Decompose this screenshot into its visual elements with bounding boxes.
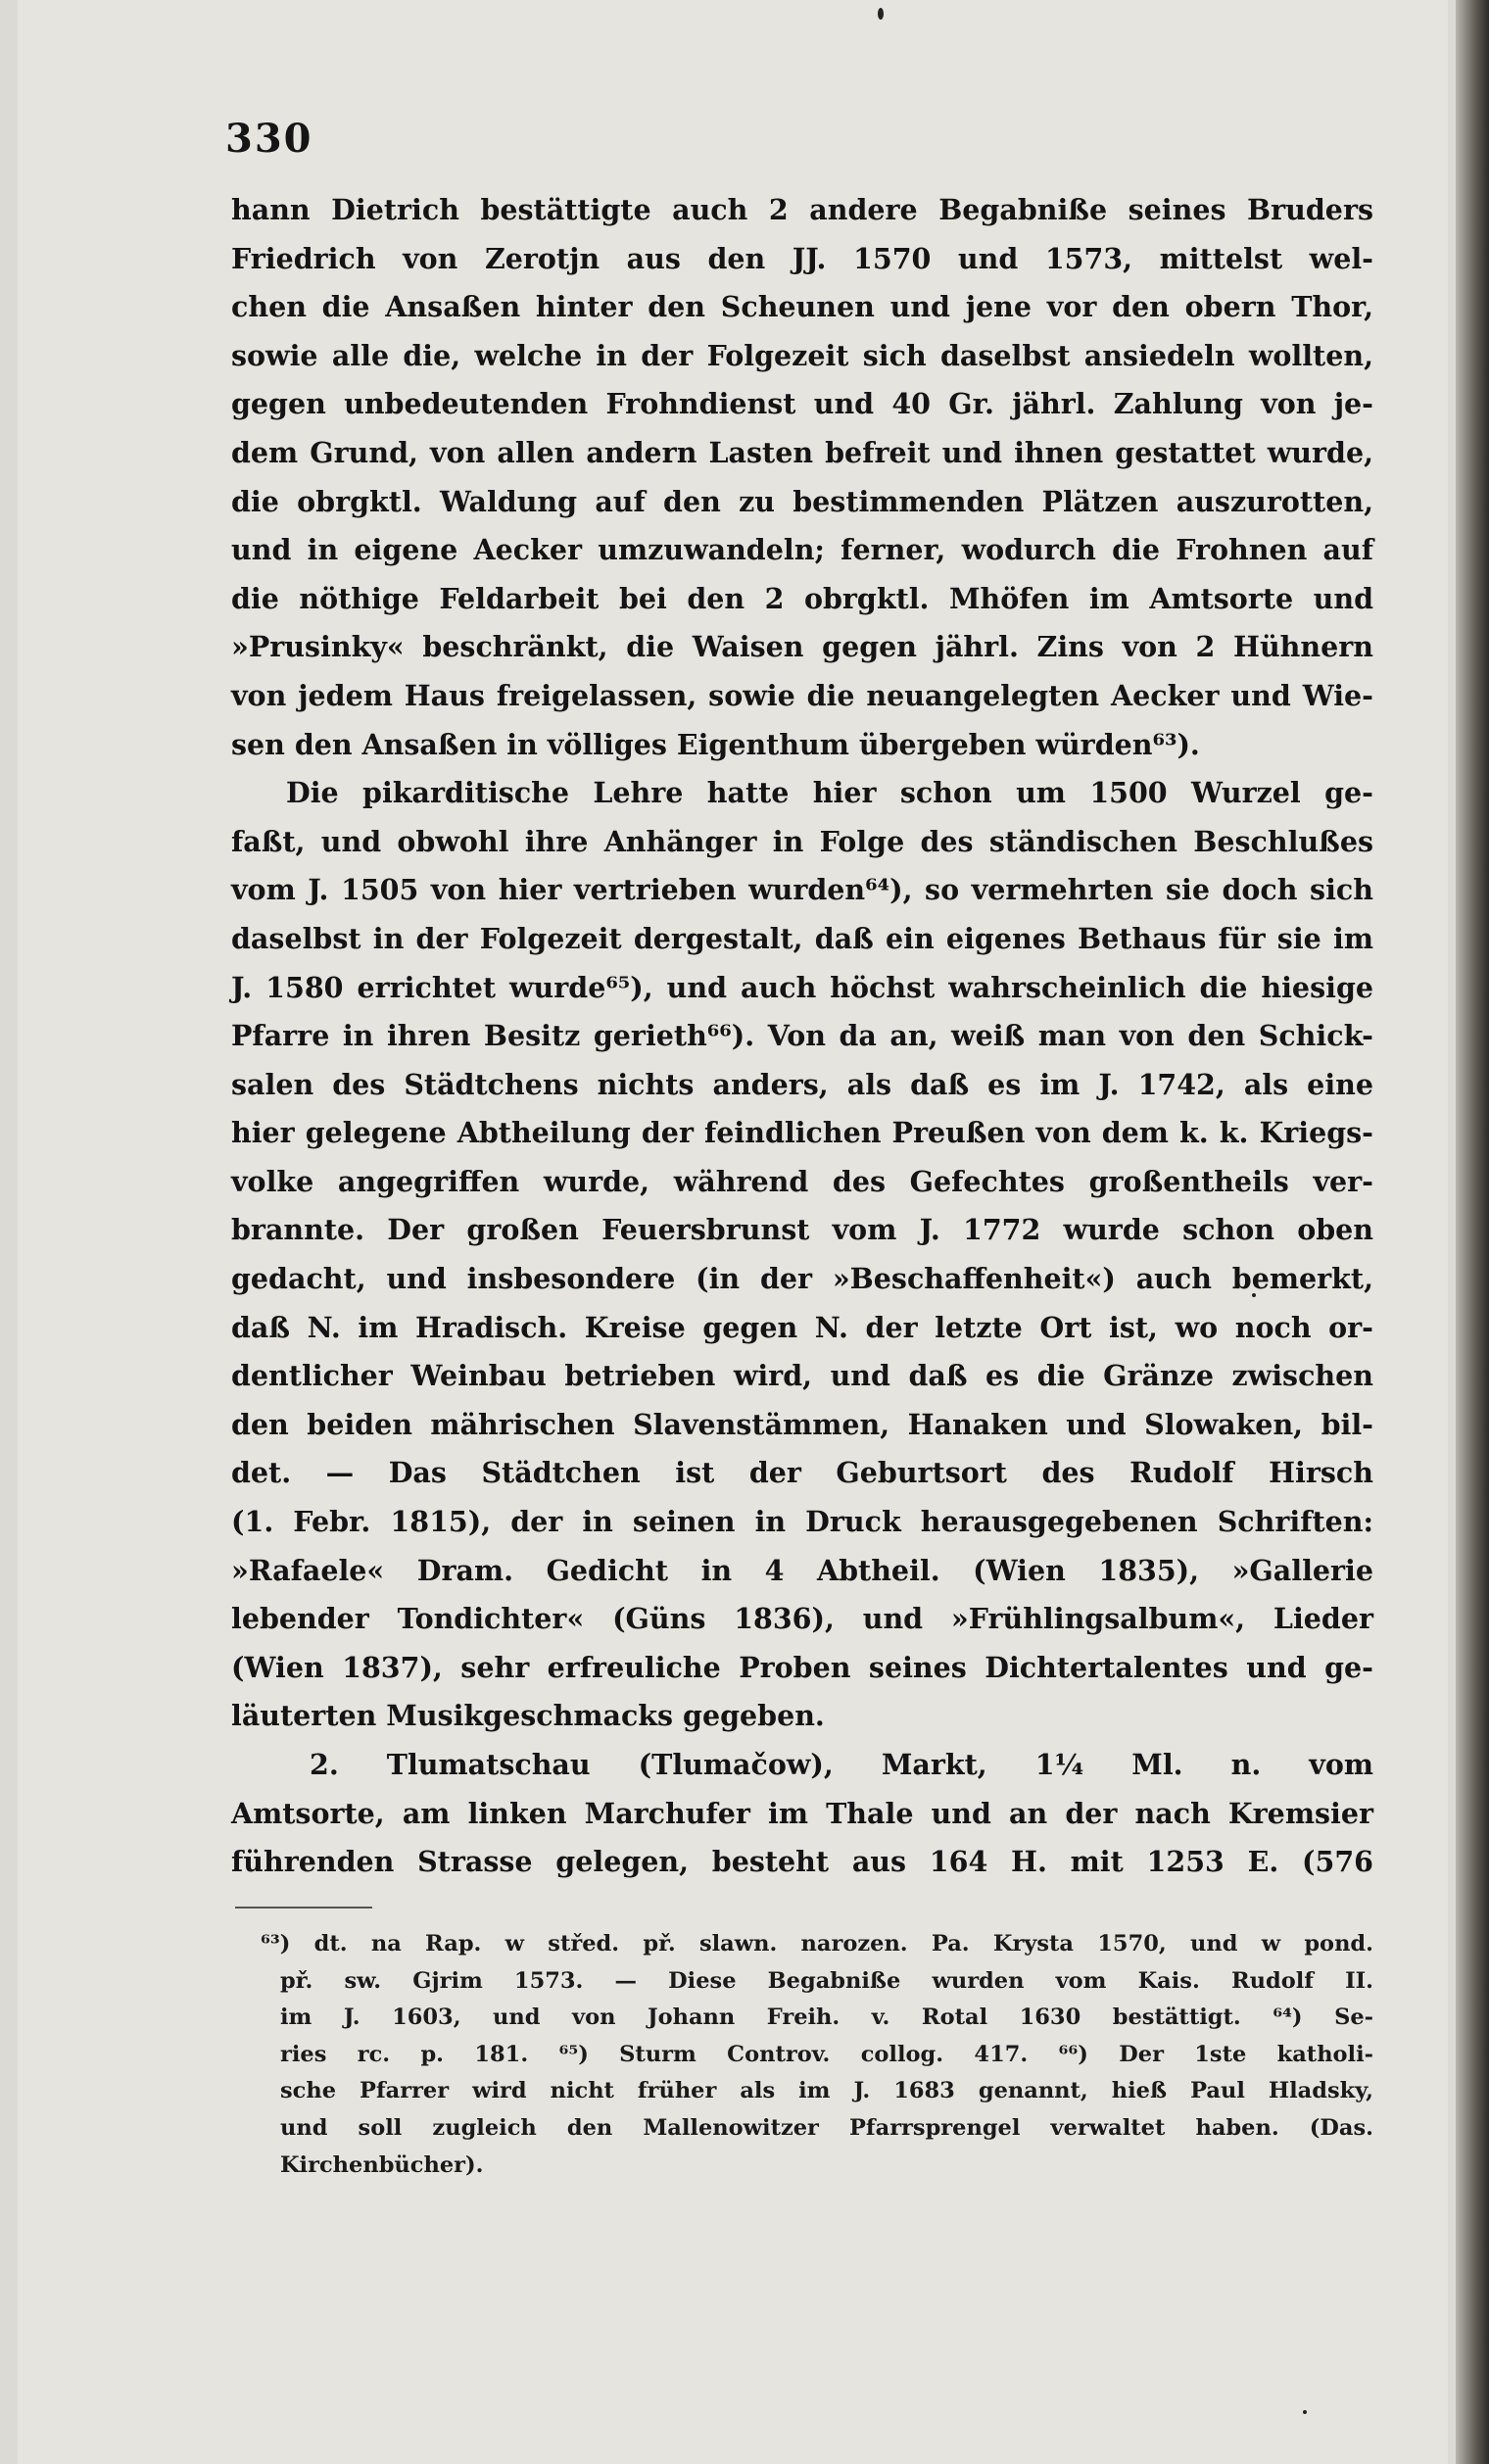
text-line-section-heading: 2. Tlumatschau (Tlumačow), Markt, 1¼ Ml. n. vom: [310, 1748, 1373, 1781]
text-line: chen die Ansaßen hinter den Scheunen und jene vor den obern Thor,: [231, 290, 1373, 324]
text-line: hann Dietrich bestättigte auch 2 andere Begabniße seines Bruders: [231, 193, 1373, 226]
text-line: die obrgktl. Waldung auf den zu bestimmenden Plätzen auszurotten,: [231, 484, 1373, 518]
text-line-paragraph-start: Die pikarditische Lehre hatte hier schon um 1500 Wurzel ge-: [286, 776, 1373, 810]
text-line: (1. Febr. 1815), der in seinen in Druck herausgegebenen Schriften:: [231, 1505, 1373, 1539]
footnote-line: und soll zugleich den Mallenowitzer Pfarrsprengel verwaltet haben. (Das.: [280, 2114, 1373, 2141]
text-line: und in eigene Aecker umzuwandeln; ferner, wodurch die Frohnen auf: [231, 533, 1373, 567]
text-line: sen den Ansaßen in völliges Eigenthum übergeben würden⁶³).: [231, 727, 1200, 761]
text-line: volke angegriffen wurde, während des Gefechtes großentheils ver-: [231, 1164, 1373, 1198]
text-line: den beiden mährischen Slavenstämmen, Hanaken und Slowaken, bil-: [231, 1407, 1373, 1441]
text-line: salen des Städtchens nichts anders, als daß es im J. 1742, als eine: [231, 1067, 1373, 1101]
footnote-separator: [235, 1907, 372, 1908]
text-line: hier gelegene Abtheilung der feindlichen Preußen von dem k. k. Kriegs-: [231, 1116, 1373, 1150]
text-line: dem Grund, von allen andern Lasten befreit und ihnen gestattet wurde,: [231, 435, 1373, 469]
main-text: [231, 186, 1373, 1887]
page-edge-shadow: [1456, 0, 1489, 2464]
text-line: daß N. im Hradisch. Kreise gegen N. der letzte Ort ist, wo noch or-: [231, 1310, 1373, 1344]
text-line: det. — Das Städtchen ist der Geburtsort des Rudolf Hirsch: [231, 1456, 1373, 1490]
text-line: läuterten Musikgeschmacks gegeben.: [231, 1699, 825, 1733]
footnote-line: ⁶³) dt. na Rap. w střed. př. slawn. narozen. Pa. Krysta 1570, und w pond.: [261, 1931, 1373, 1957]
footnote-line: př. sw. Gjrim 1573. — Diese Begabniße wurden vom Kais. Rudolf II.: [280, 1967, 1373, 1994]
text-line: daselbst in der Folgezeit dergestalt, daß ein eigenes Bethaus für sie im: [231, 921, 1373, 955]
text-line: vom J. 1505 von hier vertrieben wurden⁶⁴), so vermehrten sie doch sich: [231, 873, 1373, 907]
footnote-line: ries rc. p. 181. ⁶⁵) Sturm Controv. collog. 417. ⁶⁶) Der 1ste katholi-: [280, 2041, 1373, 2067]
text-line: faßt, und obwohl ihre Anhänger in Folge des ständischen Beschlußes: [231, 824, 1373, 858]
text-line: gedacht, und insbesondere (in der »Beschaffenheit«) auch bemerkt,: [231, 1262, 1373, 1296]
text-line: Amtsorte, am linken Marchufer im Thale und an der nach Kremsier: [231, 1796, 1373, 1830]
footnotes: [261, 1926, 1373, 2184]
text-line: »Rafaele« Dram. Gedicht in 4 Abtheil. (Wien 1835), »Gallerie: [231, 1553, 1373, 1587]
text-line: Pfarre in ihren Besitz gerieth⁶⁶). Von da an, weiß man von den Schick-: [231, 1019, 1373, 1053]
text-line: sowie alle die, welche in der Folgezeit sich daselbst ansiedeln wollten,: [231, 338, 1373, 372]
text-line: dentlicher Weinbau betrieben wird, und daß es die Gränze zwischen: [231, 1359, 1373, 1393]
text-line: führenden Strasse gelegen, besteht aus 164 H. mit 1253 E. (576: [231, 1845, 1373, 1879]
text-line: Friedrich von Zerotjn aus den JJ. 1570 und 1573, mittelst wel-: [231, 241, 1373, 275]
text-line: gegen unbedeutenden Frohndienst und 40 Gr. jährl. Zahlung von je-: [231, 387, 1373, 421]
ink-speck: [1303, 2410, 1307, 2414]
text-line: die nöthige Feldarbeit bei den 2 obrgktl. Mhöfen im Amtsorte und: [231, 581, 1373, 615]
footnote-line: sche Pfarrer wird nicht früher als im J. 1683 genannt, hieß Paul Hladsky,: [280, 2078, 1373, 2104]
text-line: »Prusinky« beschränkt, die Waisen gegen jährl. Zins von 2 Hühnern: [231, 630, 1373, 664]
footnote-line: Kirchenbücher).: [280, 2151, 484, 2178]
text-line: von jedem Haus freigelassen, sowie die neuangelegten Aecker und Wie-: [231, 678, 1373, 712]
text-line: J. 1580 errichtet wurde⁶⁵), und auch höchst wahrscheinlich die hiesige: [231, 970, 1373, 1004]
text-line: brannte. Der großen Feuersbrunst vom J. 1772 wurde schon oben: [231, 1213, 1373, 1247]
text-line: lebender Tondichter« (Güns 1836), und »Frühlingsalbum«, Lieder: [231, 1602, 1373, 1636]
text-line: (Wien 1837), sehr erfreuliche Proben seines Dichtertalentes und ge-: [231, 1650, 1373, 1684]
footnote-line: im J. 1603, und von Johann Freih. v. Rotal 1630 bestättigt. ⁶⁴) Se-: [280, 2005, 1373, 2031]
page-number: 330: [225, 116, 313, 162]
ink-speck: [878, 8, 884, 20]
